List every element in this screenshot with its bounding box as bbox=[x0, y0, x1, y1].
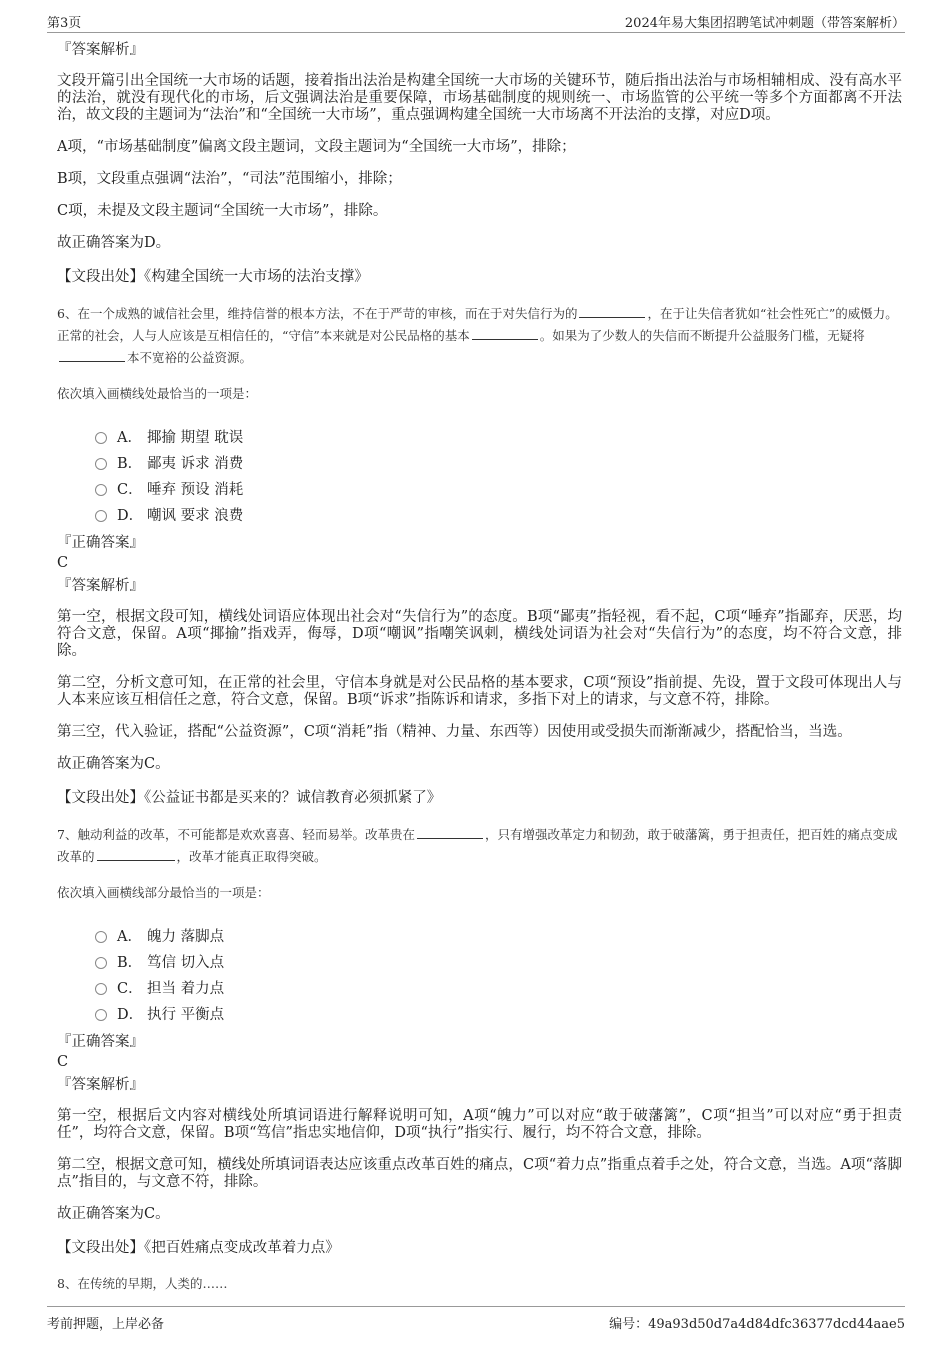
radio-button[interactable] bbox=[95, 458, 107, 470]
document-title: 2024年易大集团招聘笔试冲刺题（带答案解析） bbox=[624, 16, 905, 31]
analysis-paragraph: 第一空，根据后文内容对横线处所填词语进行解释说明可知，A项“魄力”可以对应“敢于破藩篱”，C项“担当”可以对应“勇于担责任”，均符合文意，保留。B项“笃信”指忠实地信仰，D项“执行”指实行、履行，均不符合文意，排除。 bbox=[57, 1108, 902, 1141]
question-6-instruction: 依次填入画横线处最恰当的一项是： bbox=[57, 386, 258, 401]
radio-button[interactable] bbox=[95, 1009, 107, 1021]
radio-button[interactable] bbox=[95, 931, 107, 943]
analysis-paragraph: 故正确答案为C。 bbox=[57, 1206, 170, 1222]
analysis-paragraph: 第三空，代入验证，搭配“公益资源”，C项“消耗”指（精神、力量、东西等）因使用或受损失而渐渐减少，搭配恰当，当选。 bbox=[57, 724, 852, 740]
question-7-text: 7、触动利益的改革，不可能都是欢欢喜喜、轻而易举。改革贵在 ，只有增强改革定力和韧劲，敢于破藩篱，勇于担责任，把百姓的痛点变成改革的 ，改革才能真正取得突破。 bbox=[57, 827, 898, 864]
option-b[interactable]: B． 笃信 切入点 bbox=[95, 948, 902, 974]
question-7-options bbox=[95, 922, 902, 1026]
question-8-fragment: 8、在传统的早期，人类的…… bbox=[57, 1276, 228, 1291]
fill-blank bbox=[417, 826, 483, 839]
source-line: 【文段出处】《公益证书都是买来的？诚信教育必须抓紧了》 bbox=[57, 790, 442, 806]
analysis-paragraph: A项，“市场基础制度”偏离文段主题词，文段主题词为“全国统一大市场”，排除； bbox=[57, 139, 576, 155]
option-a[interactable]: A． 揶揄 期望 耽误 bbox=[95, 423, 902, 449]
analysis-paragraph: 第二空，根据文意可知，横线处所填词语表达应该重点改革百姓的痛点，C项“着力点”指重点着手之处，符合文意，当选。A项“落脚点”指目的，与文意不符，排除。 bbox=[57, 1157, 902, 1190]
radio-button[interactable] bbox=[95, 983, 107, 995]
footer-slogan: 考前押题，上岸必备 bbox=[47, 1317, 165, 1332]
analysis-paragraph: B项，文段重点强调“法治”，“司法”范围缩小，排除； bbox=[57, 171, 402, 187]
fill-blank bbox=[97, 848, 175, 861]
fill-blank bbox=[59, 349, 125, 362]
page-content bbox=[57, 40, 902, 1296]
analysis-paragraph: 故正确答案为C。 bbox=[57, 756, 170, 772]
option-a[interactable]: A． 魄力 落脚点 bbox=[95, 922, 902, 948]
option-d[interactable]: D． 嘲讽 要求 浪费 bbox=[95, 501, 902, 527]
option-c[interactable]: C． 担当 着力点 bbox=[95, 974, 902, 1000]
correct-answer: C bbox=[57, 1054, 69, 1070]
radio-button[interactable] bbox=[95, 510, 107, 522]
option-c[interactable]: C． 唾弃 预设 消耗 bbox=[95, 475, 902, 501]
radio-button[interactable] bbox=[95, 432, 107, 444]
fill-blank bbox=[579, 305, 645, 318]
correct-answer-label: 『正确答案』 bbox=[57, 1034, 144, 1050]
analysis-paragraph: 故正确答案为D。 bbox=[57, 235, 171, 251]
question-6-text: 6、在一个成熟的诚信社会里，维持信誉的根本方法，不在于严苛的审核，而在于对失信行为的 ，在于让失信者犹如“社会性死亡”的威慑力。正常的社会，人与人应该是互相信任的，“守信”本来就是对公民品格的基本 。如果为了少数人的失信而不断提升公益服务门槛，无疑将本不宽裕的公益资源。 bbox=[57, 306, 898, 365]
document-id: 编号：49a93d50d7a4d84dfc36377dcd44aae5 bbox=[609, 1317, 905, 1332]
page-header bbox=[47, 12, 905, 33]
source-line: 【文段出处】《构建全国统一大市场的法治支撑》 bbox=[57, 269, 369, 285]
option-b[interactable]: B． 鄙夷 诉求 消费 bbox=[95, 449, 902, 475]
option-d[interactable]: D． 执行 平衡点 bbox=[95, 1000, 902, 1026]
radio-button[interactable] bbox=[95, 484, 107, 496]
correct-answer: C bbox=[57, 555, 69, 571]
radio-button[interactable] bbox=[95, 957, 107, 969]
source-line: 【文段出处】《把百姓痛点变成改革着力点》 bbox=[57, 1240, 340, 1256]
analysis-paragraph: C项，未提及文段主题词“全国统一大市场”，排除。 bbox=[57, 203, 388, 219]
analysis-label: 『答案解析』 bbox=[57, 578, 144, 594]
fill-blank bbox=[472, 327, 538, 340]
analysis-paragraph: 第二空，分析文意可知，在正常的社会里，守信本身就是对公民品格的基本要求，C项“预设”指前提、先设，置于文段可体现出人与人本来应该互相信任之意，符合文意，保留。B项“诉求”指陈诉和请求，多指下对上的请求，与文意不符，排除。 bbox=[57, 675, 902, 708]
analysis-label: 『答案解析』 bbox=[57, 42, 144, 58]
page-number: 第3页 bbox=[47, 16, 82, 31]
analysis-paragraph: 第一空，根据文段可知，横线处词语应体现出社会对“失信行为”的态度。B项“鄙夷”指轻视，看不起，C项“唾弃”指鄙弃，厌恶，均符合文意，保留。A项“揶揄”指戏弄，侮辱，D项“嘲讽”指嘲笑讽刺，横线处词语为社会对“失信行为”的态度，均不符合文意，排除。 bbox=[57, 609, 902, 659]
page-footer bbox=[47, 1306, 905, 1336]
analysis-label: 『答案解析』 bbox=[57, 1077, 144, 1093]
question-7-instruction: 依次填入画横线部分最恰当的一项是： bbox=[57, 885, 270, 900]
correct-answer-label: 『正确答案』 bbox=[57, 535, 144, 551]
analysis-paragraph: 文段开篇引出全国统一大市场的话题，接着指出法治是构建全国统一大市场的关键环节，随后指出法治与市场相辅相成、没有高水平的法治，就没有现代化的市场，后文强调法治是重要保障，市场基础制度的规则统一、市场监管的公平统一等多个方面都离不开法治，故文段的主题词为“法治”和“全国统一大市场”，重点强调构建全国统一大市场离不开法治的支撑，对应D项。 bbox=[57, 73, 902, 123]
question-6-options bbox=[95, 423, 902, 527]
